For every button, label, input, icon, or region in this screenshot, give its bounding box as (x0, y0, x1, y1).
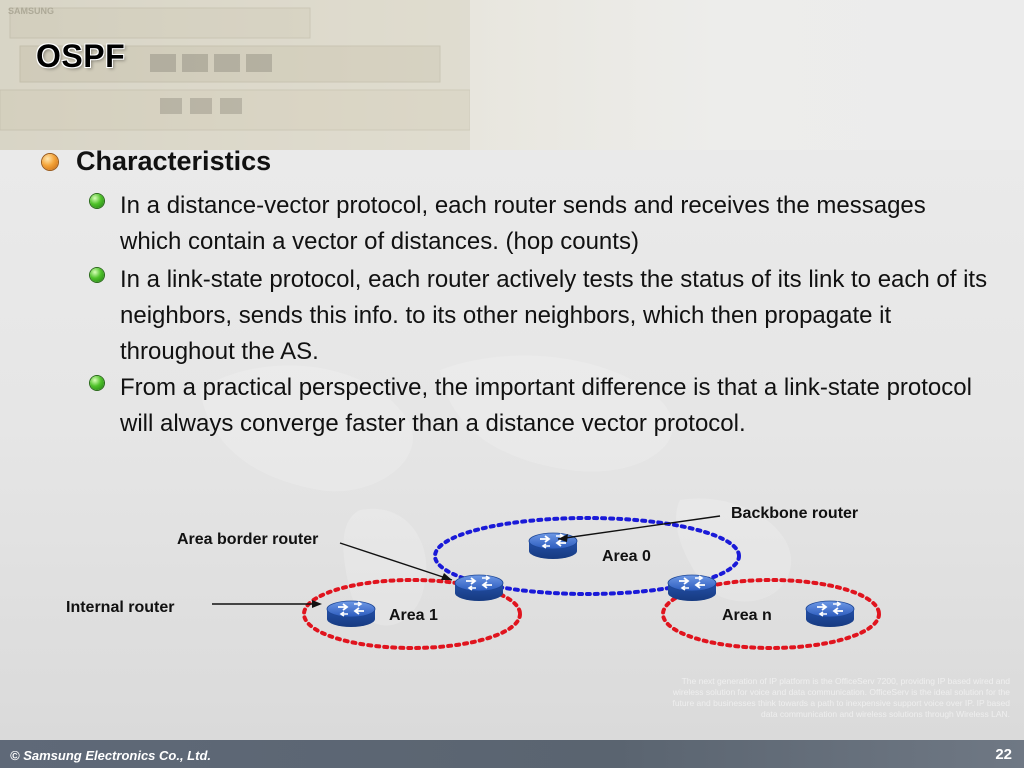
router-icon (455, 575, 503, 601)
bullet-text: In a link-state protocol, each router actively tests the status of its link to each of its neighbors, sends this info. to its other neighbors, which then propagate it throughout the AS. (120, 266, 988, 365)
green-bullet-icon (90, 376, 104, 390)
orange-bullet-icon (42, 154, 58, 170)
page-number: 22 (995, 746, 1012, 763)
backbone-router-label: Backbone router (731, 505, 859, 522)
heading-row (42, 146, 271, 177)
area1-label: Area 1 (389, 607, 438, 624)
arean-label: Area n (722, 607, 772, 624)
internal-router-label: Internal router (66, 599, 175, 616)
router-icon (327, 601, 375, 627)
green-bullet-icon (90, 268, 104, 282)
equipment-panel-image (0, 0, 470, 150)
area-border-router-label: Area border router (177, 531, 319, 548)
section-heading: Characteristics (76, 146, 272, 176)
slide-title: OSPF (36, 38, 126, 74)
green-bullet-icon (90, 194, 104, 208)
footer-copyright: © Samsung Electronics Co., Ltd. (10, 748, 211, 763)
router-icon (806, 601, 854, 627)
bullet-item (90, 262, 990, 370)
bullet-item (90, 188, 990, 260)
ospf-area-diagram (0, 490, 1024, 660)
bullet-text: From a practical perspective, the important difference is that a link-state protocol will always converge faster than a distance vector protocol. (120, 374, 972, 437)
router-icon (668, 575, 716, 601)
area0-label: Area 0 (602, 548, 651, 565)
background-watermark-text: The next generation of IP platform is the OfficeServ 7200, providing IP based wired and wireless solution for voice and data communication. OfficeServ is the ideal solution for the future and businesses think towards a path to inexpensive support voice over IP. IP based data communication and wireless solutions through Wireless LAN. (672, 676, 1010, 719)
brand-stamp: SAMSUNG (8, 6, 55, 16)
bullet-text: In a distance-vector protocol, each router sends and receives the messages which contain a vector of distances. (hop counts) (120, 192, 926, 255)
bullet-item (90, 370, 990, 442)
